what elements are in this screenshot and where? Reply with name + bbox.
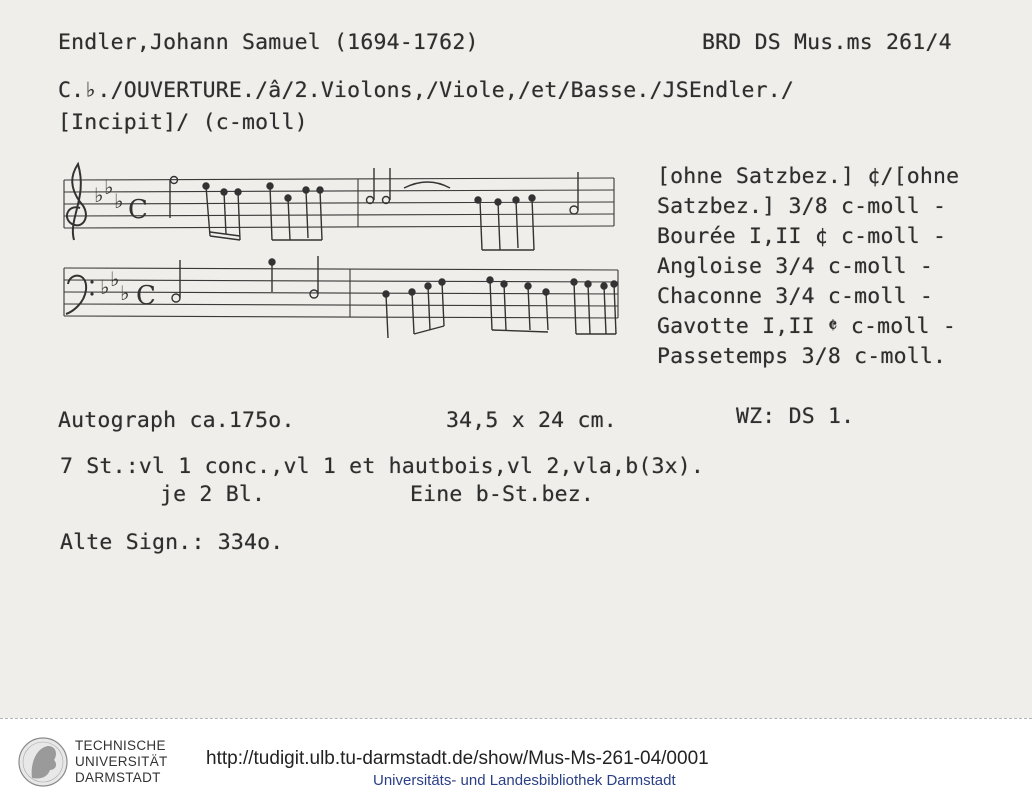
incipit-line: [Incipit]/ (c-moll) bbox=[58, 110, 308, 135]
movement-line: [ohne Satzbez.] ¢/[ohne bbox=[657, 164, 960, 189]
university-name-line: UNIVERSITÄT bbox=[75, 754, 168, 769]
music-incipit bbox=[58, 158, 628, 348]
composer: Endler,Johann Samuel (1694-1762) bbox=[58, 30, 479, 55]
university-seal-icon bbox=[18, 734, 68, 790]
university-name-line: DARMSTADT bbox=[75, 770, 161, 785]
leaves-count: je 2 Bl. bbox=[160, 482, 266, 507]
treble-clef-icon bbox=[67, 164, 86, 240]
bass-clef-icon bbox=[66, 276, 94, 314]
movement-line: Angloise 3/4 c-moll - bbox=[657, 254, 934, 279]
svg-text:♭: ♭ bbox=[100, 275, 110, 299]
svg-text:♭: ♭ bbox=[110, 267, 120, 291]
university-name-line: TECHNISCHE bbox=[75, 738, 166, 753]
svg-text:♭: ♭ bbox=[120, 281, 130, 305]
movement-line: Satzbez.] 3/8 c-moll - bbox=[657, 194, 947, 219]
svg-text:♭: ♭ bbox=[114, 189, 124, 213]
title-line: C.♭./OUVERTURE./â/2.Violons,/Viole,/et/Basse./JSEndler./ bbox=[58, 78, 795, 103]
permalink-url[interactable]: http://tudigit.ulb.tu-darmstadt.de/show/Mus-Ms-261-04/0001 bbox=[206, 748, 709, 769]
parts-line: 7 St.:vl 1 conc.,vl 1 et hautbois,vl 2,vla,b(3x). bbox=[60, 454, 705, 479]
footer bbox=[0, 722, 1032, 800]
library-name-link[interactable]: Universitäts- und Landesbibliothek Darmstadt bbox=[373, 772, 676, 789]
parts-note: Eine b-St.bez. bbox=[410, 482, 595, 507]
movement-line: Chaconne 3/4 c-moll - bbox=[657, 284, 934, 309]
card-bottom-edge bbox=[0, 718, 1032, 719]
movement-line: Bourée I,II ¢ c-moll - bbox=[657, 224, 947, 249]
dimensions: 34,5 x 24 cm. bbox=[446, 408, 617, 433]
old-signature: Alte Sign.: 334o. bbox=[60, 530, 284, 555]
shelfmark: BRD DS Mus.ms 261/4 bbox=[702, 30, 952, 55]
svg-text:♭: ♭ bbox=[94, 183, 104, 207]
svg-text:C: C bbox=[128, 195, 148, 225]
autograph-date: Autograph ca.175o. bbox=[58, 408, 295, 433]
svg-text:C: C bbox=[136, 281, 156, 311]
movement-line: Gavotte I,II 𝄵 c-moll - bbox=[657, 314, 956, 339]
svg-text:♭: ♭ bbox=[104, 175, 114, 199]
watermark: WZ: DS 1. bbox=[736, 404, 855, 429]
movement-line: Passetemps 3/8 c-moll. bbox=[657, 344, 947, 369]
